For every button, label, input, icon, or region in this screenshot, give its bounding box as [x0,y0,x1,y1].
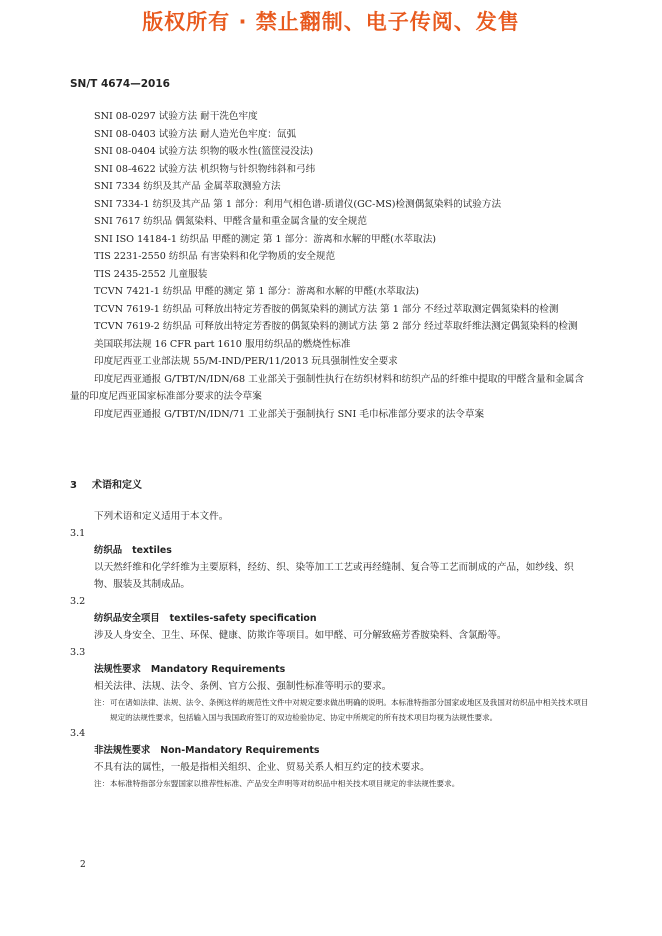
reference-item: SNI 08-4622 试验方法 机织物与针织物纬斜和弓纬 [94,163,316,175]
term-en: Non-Mandatory Requirements [160,745,320,756]
term-heading [70,661,590,678]
section-intro: 下列术语和定义适用于本文件。 [94,511,229,522]
reference-item: SNI 7334 纺织及其产品 金属萃取测验方法 [94,181,281,192]
reference-item: SNI 08-0297 试验方法 耐干洗色牢度 [94,111,258,122]
term-heading [70,742,590,759]
note-label: 注： [94,779,110,788]
reference-item: 美国联邦法规 16 CFR part 1610 服用纺织品的燃烧性标准 [94,338,351,350]
term-zh: 非法规性要求 [94,745,151,756]
section-heading [70,476,142,491]
clause-number: 3.2 [70,596,86,607]
term-definition: 不具有法的属性，一般是指相关组织、企业、贸易关系人相互约定的技术要求。 [94,762,430,773]
reference-item: TIS 2231-2550 纺织品 有害染料和化学物质的安全规范 [94,251,336,262]
reference-item: 印度尼西亚工业部法规 55/M-IND/PER/11/2013 玩具强制性安全要求 [94,356,398,367]
term-note [70,695,590,725]
reference-item: SNI 7334-1 纺织及其产品 第 1 部分：利用气相色谱-质谱仪(GC-MS)检测偶氮染料的试验方法 [94,198,502,210]
reference-item: TCVN 7619-2 纺织品 可释放出特定芳香胺的偶氮染料的测试方法 第 2 部分 经过萃取纤维法测定偶氮染料的检测 [94,321,578,332]
reference-item: 印度尼西亚通报 G/TBT/N/IDN/68 工业部关于强制性执行在纺织材料和纺织产品的纤维中提取的甲醛含量和金属含量的印度尼西亚国家标准部分要求的法令草案 [70,373,584,402]
reference-item: SNI 7617 纺织品 偶氮染料、甲醛含量和重金属含量的安全规范 [94,216,367,227]
term-en: Mandatory Requirements [150,664,286,675]
term-heading [70,610,590,627]
term-zh: 纺织品安全项目 [94,613,160,624]
term-definition: 涉及人身安全、卫生、环保、健康、防欺诈等项目。如甲醛、可分解致癌芳香胺染料、含氯酚等。 [94,630,507,641]
section-number: 3 [70,480,77,491]
standard-code: SN/T 4674—2016 [70,78,170,90]
term-en: textiles [132,545,172,556]
reference-item: SNI ISO 14184-1 纺织品 甲醛的测定 第 1 部分：游离和水解的甲醛(水萃取法) [94,233,437,245]
note-text: 本标准特指部分东盟国家以推荐性标准、产品安全声明等对纺织品中相关技术项目规定的非法规性要求。 [110,779,460,788]
note-text: 可在诸如法律、法规、法令、条例这样的规范性文件中对规定要求做出明确的说明。本标准特指部分国家或地区及我国对纺织品中相关技术项目规定的法规性要求，包括输入国与我国政府签订的双边检验协定、协定中所规定的所有技术项目均视为法规性要求。 [110,698,589,722]
clause-number: 3.1 [70,528,86,539]
normative-references-list [70,108,590,423]
term-definition: 相关法律、法规、法令、条例、官方公报、强制性标准等明示的要求。 [94,681,392,692]
term-zh: 法规性要求 [94,664,141,675]
section-title: 术语和定义 [92,480,142,491]
reference-item: SNI 08-0404 试验方法 织物的吸水性(篮筐浸没法) [94,146,314,157]
clause-number: 3.4 [70,728,86,739]
reference-item: SNI 08-0403 试验方法 耐人造光色牢度：氙弧 [94,128,297,140]
term-note [70,776,590,791]
copyright-watermark: 版权所有 · 禁止翻制、电子传阅、发售 [142,10,520,34]
reference-item: 印度尼西亚通报 G/TBT/N/IDN/71 工业部关于强制执行 SNI 毛巾标准部分要求的法令草案 [94,408,485,420]
term-en: textiles-safety specification [169,613,317,624]
reference-item: TCVN 7421-1 纺织品 甲醛的测定 第 1 部分：游离和水解的甲醛(水萃取法) [94,286,419,297]
term-heading [70,542,590,559]
term-zh: 纺织品 [94,545,123,556]
clause-number: 3.3 [70,647,86,658]
reference-item: TCVN 7619-1 纺织品 可释放出特定芳香胺的偶氮染料的测试方法 第 1 部分 不经过萃取测定偶氮染料的检测 [94,303,559,315]
section-body [70,508,590,791]
reference-item: TIS 2435-2552 儿童服装 [94,268,208,280]
page-number: 2 [80,860,86,870]
term-definition: 以天然纤维和化学纤维为主要原料，经纺、织、染等加工工艺或再经缝制、复合等工艺而制成的产品，如纱线、织物、服装及其制成品。 [94,562,574,590]
note-label: 注： [94,698,110,707]
